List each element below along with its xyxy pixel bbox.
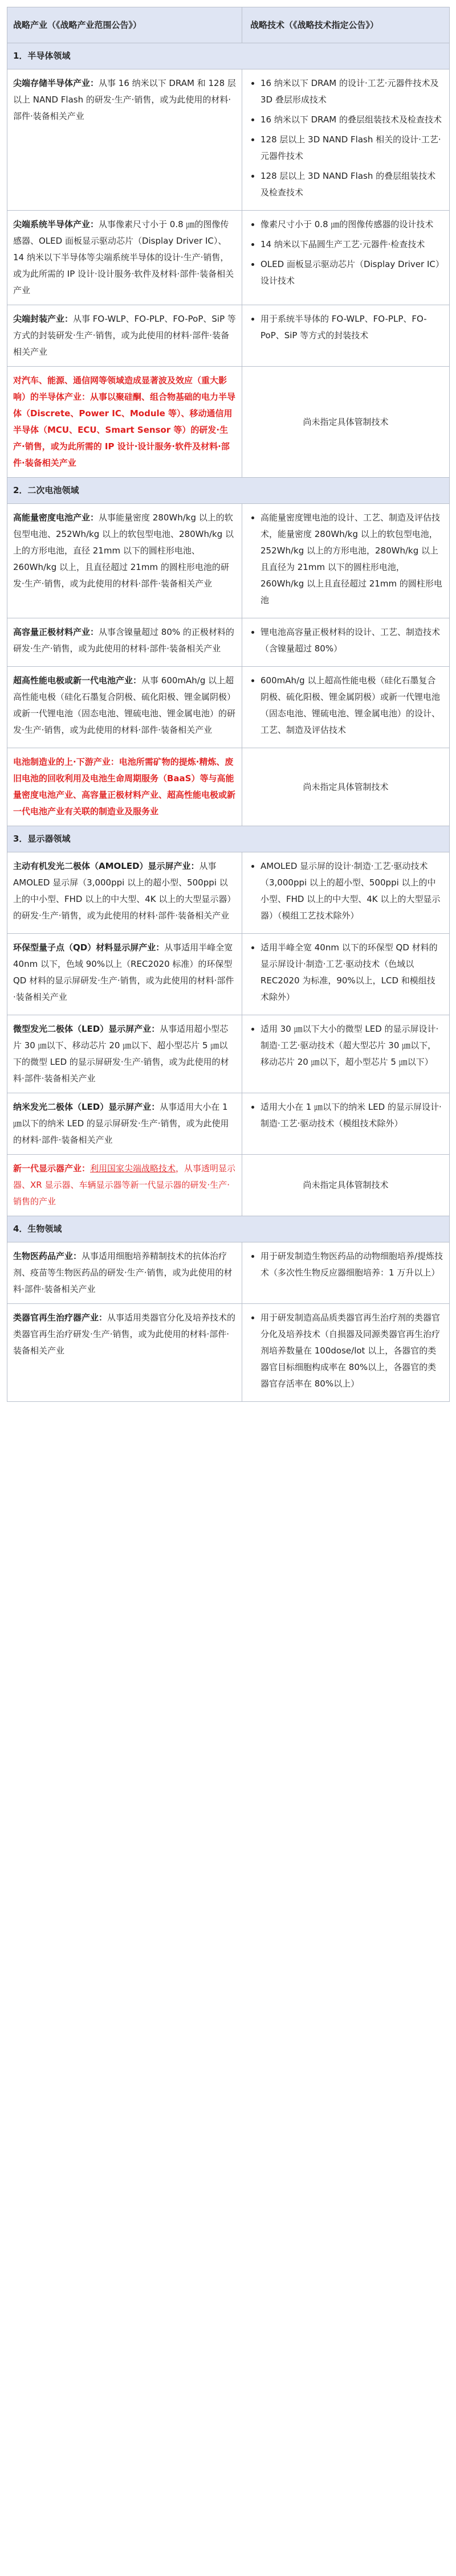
industry-title: 高能量密度电池产业： — [13, 512, 99, 523]
industry-desc: 从事适用类器官分化及培养技术的类器官再生治疗研发·生产·销售，或为此使用的材料·部件·装备相关产业 — [13, 1312, 236, 1356]
tech-item: • 适用大小在 1 ㎛以下的纳米 LED 的显示屏设计·制造·工艺·驱动技术（模组技术除外） — [260, 1099, 443, 1132]
tech-item: • OLED 面板显示驱动芯片（Display Driver IC）设计技术 — [260, 256, 443, 289]
industry-cell — [7, 367, 242, 478]
industry-cell — [7, 618, 242, 667]
strategic-industry-table — [7, 7, 450, 1402]
industry-desc: 从事 600mAh/g 以上超高性能电极（硅化石墨复合阴极、硫化阳极、锂金属阴极）或新一代锂电池（固态电池、锂硫电池、锂金属电池）的研发·生产·销售，或为此使用的材料·部件·装备相关产业 — [13, 675, 236, 735]
industry-desc: 从事适用细胞培养精制技术的抗体治疗剂、疫苗等生物医药品的研发·生产·销售，或为此使用的材料·部件·装备相关产业 — [13, 1251, 233, 1294]
industry-cell — [7, 504, 242, 618]
industry-cell — [7, 1015, 242, 1093]
industry-cell — [7, 852, 242, 934]
tech-cell: 尚未指定具体管制技术 — [242, 1155, 450, 1216]
industry-title: 主动有机发光二极体（AMOLED）显示屏产业： — [13, 861, 199, 871]
tech-cell — [242, 1015, 450, 1093]
section-display — [7, 826, 450, 852]
industry-desc: 从事 AMOLED 显示屏（3,000ppi 以上的超小型、500ppi 以上的中小型、FHD 以上的中大型、4K 以上的大型显示器）的研发·生产·销售，或为此使用的材料·部件·装备相关产业 — [13, 861, 236, 921]
section-title: 3．显示器领域 — [7, 826, 450, 852]
table-row — [7, 1304, 450, 1402]
industry-cell — [7, 69, 242, 211]
industry-cell — [7, 211, 242, 305]
industry-desc: ，从事透明显示器、XR 显示器、车辆显示器等新一代显示器的研发·生产·销售的产业 — [13, 1163, 236, 1207]
industry-title: 纳米发光二极体（LED）显示屏产业： — [13, 1102, 160, 1112]
tech-item: • 像素尺寸小于 0.8 ㎛的图像传感器的设计技术 — [260, 216, 443, 233]
tech-item: • AMOLED 显示屏的设计·制造·工艺·驱动技术（3,000ppi 以上的超小型、500ppi 以上的中小型、FHD 以上的中大型、4K 以上的大型显示器）（模组工艺技术除外） — [260, 858, 443, 924]
tech-item: • 适用半峰全宽 40nm 以下的环保型 QD 材料的显示屏设计·制造·工艺·驱动技术（色域以 REC2020 为标准，90%以上，LCD 和模组技术除外） — [260, 940, 443, 1006]
tech-item: • 600mAh/g 以上超高性能电极（硅化石墨复合阴极、硫化阳极、锂金属阴极）或新一代锂电池（固态电池、锂硫电池、锂金属电池）的设计、工艺、制造及评估技术 — [260, 672, 443, 739]
table-row — [7, 618, 450, 667]
tech-item: • 14 纳米以下晶圆生产工艺·元器件·检查技术 — [260, 236, 443, 253]
industry-title: 超高性能电极或新一代电池产业： — [13, 675, 142, 686]
industry-title: 尖端封装产业： — [13, 314, 74, 324]
tech-item: • 用于研发制造高品质类器官再生治疗剂的类器官分化及培养技术（自损器及同源类器官再生治疗剂培养数量在 100dose/lot 以上，各器官的类器官目标细胞构成率在 80%以上，各器官的类器官存活率在 80%以上） — [260, 1310, 443, 1392]
table-row — [7, 667, 450, 748]
industry-title: 尖端存储半导体产业： — [13, 78, 99, 88]
industry-title: 类器官再生治疗器产业： — [13, 1312, 108, 1323]
tech-cell: 尚未指定具体管制技术 — [242, 367, 450, 478]
tech-item: • 128 层以上 3D NAND Flash 的叠层组装技术及检查技术 — [260, 168, 443, 201]
tech-cell — [242, 305, 450, 367]
tech-cell — [242, 1093, 450, 1155]
industry-desc: 从事 16 纳米以下 DRAM 和 128 层以上 NAND Flash 的研发·生产·销售，或为此使用的材料·部件·装备相关产业 — [13, 78, 236, 121]
table-row — [7, 504, 450, 618]
section-semiconductor — [7, 43, 450, 69]
tech-cell — [242, 934, 450, 1015]
section-title: 4．生物领域 — [7, 1216, 450, 1242]
section-battery — [7, 478, 450, 504]
industry-desc: 从事 FO-WLP、FO-PLP、FO-PoP、SiP 等方式的封装研发·生产·销售，或为此使用的材料·部件·装备相关产业 — [13, 314, 236, 357]
industry-desc: 电池制造业的上·下游产业：电池所需矿物的提炼·精炼、废旧电池的回收利用及电池生命周期服务（BaaS）等与高能量密度电池产业、高容量正极材料产业、超高性能电极或新一代电池产业有关联的制造业及服务业 — [13, 757, 236, 817]
tech-cell — [242, 618, 450, 667]
table-row — [7, 305, 450, 367]
industry-desc: 从事像素尺寸小于 0.8 ㎛的图像传感器、OLED 面板显示驱动芯片（Display Driver IC）、14 纳米以下半导体等尖端系统半导体的设计·生产·销售，或为此所需的 IP 设计·设计服务·软件及材料·部件·装备相关产业 — [13, 219, 234, 296]
industry-cell — [7, 667, 242, 748]
tech-cell: 尚未指定具体管制技术 — [242, 748, 450, 826]
policy-link[interactable]: 利用国家尖端战略技术 — [90, 1163, 176, 1174]
tech-cell — [242, 1242, 450, 1304]
industry-column-header: 战略产业（《战略产业范围公告》） — [7, 7, 242, 43]
industry-cell — [7, 1093, 242, 1155]
tech-cell — [242, 504, 450, 618]
industry-title: 微型发光二极体（LED）显示屏产业： — [13, 1024, 160, 1034]
table-row — [7, 1093, 450, 1155]
industry-desc: 对汽车、能源、通信网等领域造成显著波及效应（重大影响）的半导体产业：从事以聚硅酮、组合物基础的电力半导体（Discrete、Power IC、Module 等）、移动通信用半导体（MCU、ECU、Smart Sensor 等）的研发·生产·销售，或为此所需的 IP 设计·设计服务·软件及材料·部件·装备相关产业 — [13, 375, 236, 468]
tech-cell — [242, 1304, 450, 1402]
tech-item: • 高能量密度锂电池的设计、工艺、制造及评估技术，能量密度 280Wh/kg 以上的软包型电池，252Wh/kg 以上的方形电池，280Wh/kg 以上且直径为 21mm 以下的圆柱形电池，260Wh/kg 以上且直径超过 21mm 的圆柱形电池 — [260, 510, 443, 609]
table-row — [7, 1155, 450, 1216]
tech-item: • 用于系统半导体的 FO-WLP、FO-PLP、FO-PoP、SiP 等方式的封装技术 — [260, 311, 443, 344]
industry-title: 生物医药品产业： — [13, 1251, 82, 1261]
table-row — [7, 852, 450, 934]
tech-item: • 锂电池高容量正极材料的设计、工艺、制造技术（含镍量超过 80%） — [260, 624, 443, 657]
table-row — [7, 211, 450, 305]
tech-item: • 16 纳米以下 DRAM 的设计·工艺·元器件技术及 3D 叠层形成技术 — [260, 75, 443, 108]
industry-desc: 从事适用半峰全宽 40nm 以下，色域 90%以上（REC2020 标准）的环保型 QD 材料的显示屏研发·生产·销售，或为此使用的材料·部件·装备相关产业 — [13, 942, 234, 1002]
industry-desc: 从事含镍量超过 80% 的正极材料的研发·生产·销售，或为此使用的材料·部件·装备相关产业 — [13, 627, 234, 654]
section-title: 2．二次电池领域 — [7, 478, 450, 504]
industry-cell — [7, 1155, 242, 1216]
industry-desc: 从事适用超小型芯片 30 ㎛以下、移动芯片 20 ㎛以下、超小型芯片 5 ㎛以下的微型 LED 的显示屏研发·生产·销售，或为此使用的材料·部件·装备相关产业 — [13, 1024, 229, 1084]
tech-cell — [242, 211, 450, 305]
tech-item: • 16 纳米以下 DRAM 的叠层组装技术及检查技术 — [260, 112, 443, 128]
industry-title: 高容量正极材料产业： — [13, 627, 99, 637]
table-row — [7, 748, 450, 826]
industry-cell — [7, 748, 242, 826]
tech-item: • 用于研发制造生物医药品的动物细胞培养/提炼技术（多次性生物反应器细胞培养：1 万升以上） — [260, 1248, 443, 1281]
table-row — [7, 69, 450, 211]
table-row — [7, 1015, 450, 1093]
section-title: 1．半导体领域 — [7, 43, 450, 69]
table-header-row — [7, 7, 450, 43]
industry-desc: 从事能量密度 280Wh/kg 以上的软包型电池、252Wh/kg 以上的软包型电池、280Wh/kg 以上的方形电池，直径 21mm 以下的圆柱形电池、260Wh/kg 以上，且直径超过 21mm 的圆柱形电池的研发·生产·销售，或为此使用的材料·部件·装备相关产业 — [13, 512, 234, 589]
tech-item: • 128 层以上 3D NAND Flash 相关的设计·工艺·元器件技术 — [260, 132, 443, 165]
industry-cell — [7, 934, 242, 1015]
industry-desc: 从事适用大小在 1 ㎛以下的纳米 LED 的显示屏研发·生产·销售，或为此使用的材料·部件·装备相关产业 — [13, 1102, 229, 1145]
tech-item: • 适用 30 ㎛以下大小的微型 LED 的显示屏设计·制造·工艺·驱动技术（超大型芯片 30 ㎛以下，移动芯片 20 ㎛以下，超小型芯片 5 ㎛以下） — [260, 1021, 443, 1070]
table-row — [7, 934, 450, 1015]
industry-title: 新一代显示器产业： — [13, 1163, 91, 1174]
tech-cell — [242, 69, 450, 211]
tech-cell — [242, 852, 450, 934]
industry-cell — [7, 1304, 242, 1402]
industry-title: 尖端系统半导体产业： — [13, 219, 99, 229]
tech-cell — [242, 667, 450, 748]
tech-column-header: 战略技术（《战略技术指定公告》） — [242, 7, 450, 43]
section-bio — [7, 1216, 450, 1242]
table-row — [7, 367, 450, 478]
industry-cell — [7, 305, 242, 367]
table-row — [7, 1242, 450, 1304]
industry-cell — [7, 1242, 242, 1304]
industry-title: 环保型量子点（QD）材料显示屏产业： — [13, 942, 165, 953]
